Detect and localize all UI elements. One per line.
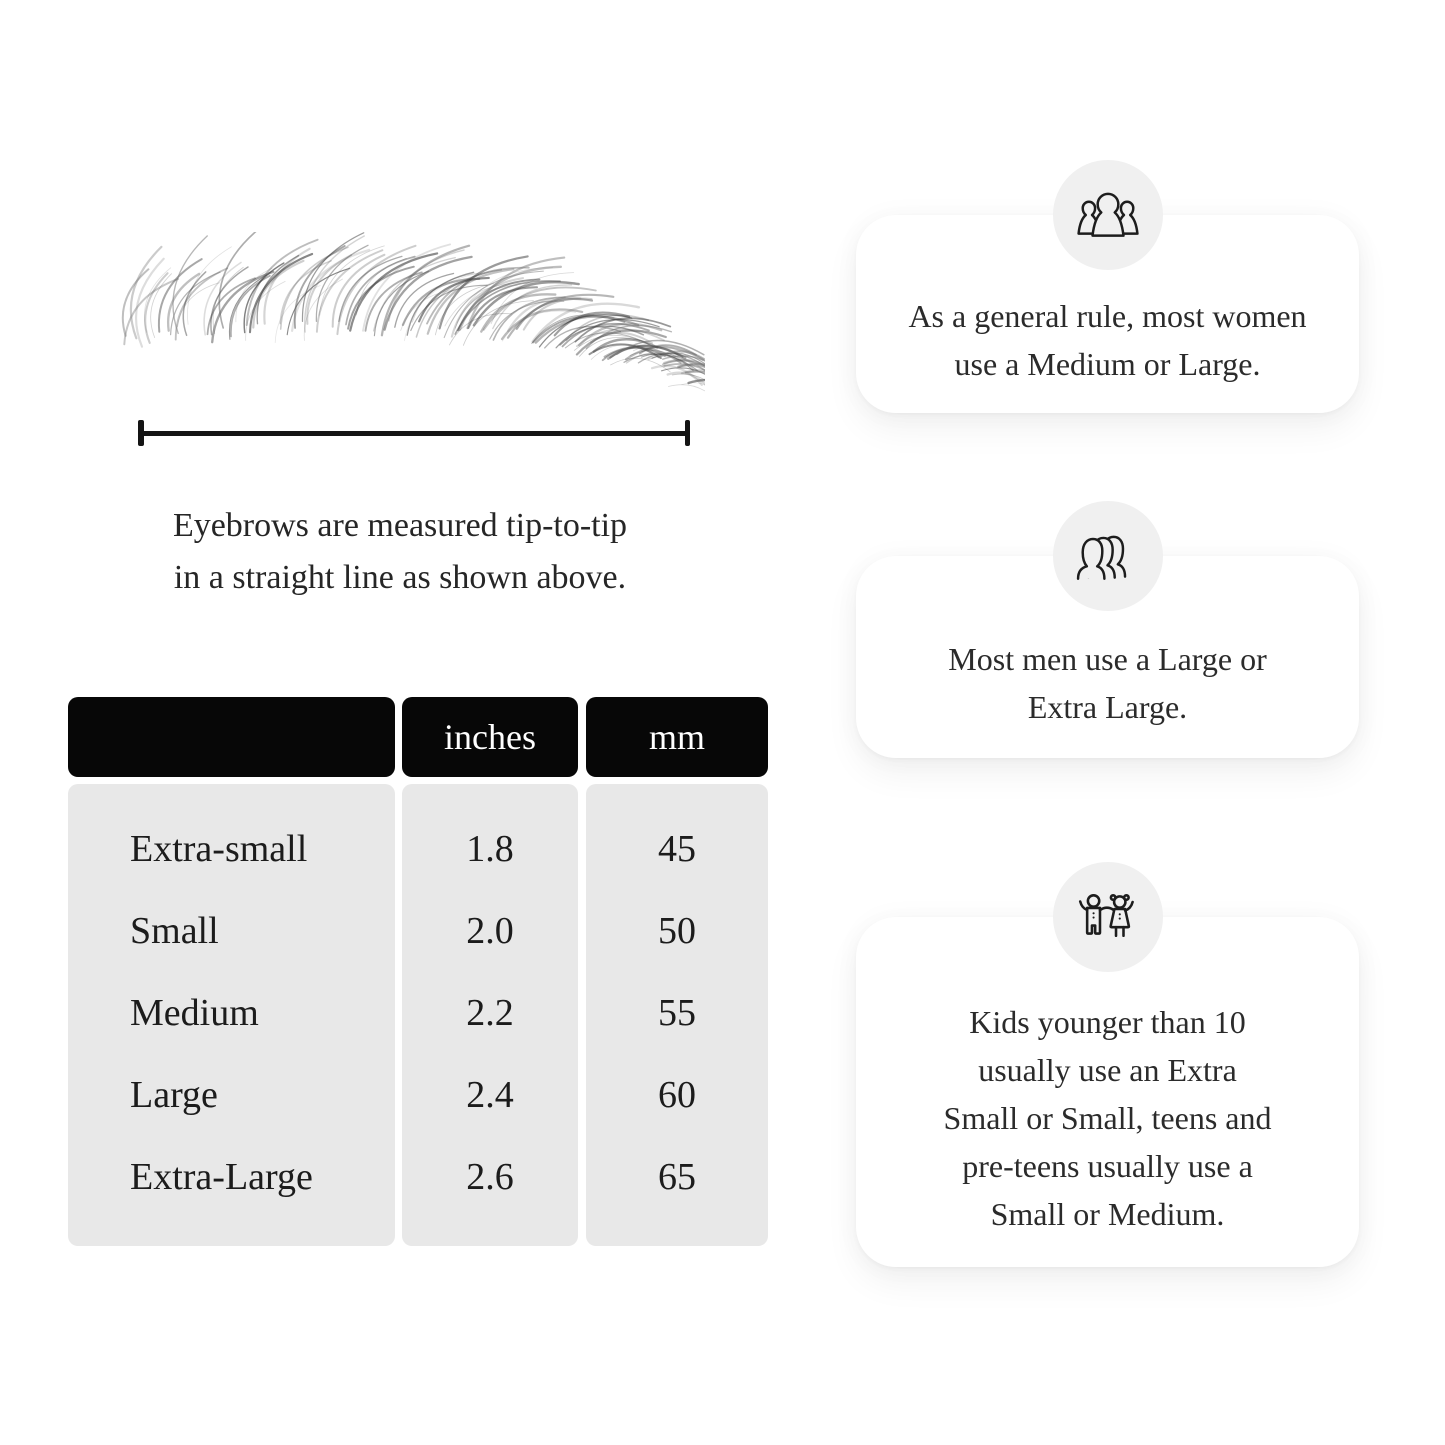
table-cell-inches: 1.8 bbox=[466, 828, 514, 870]
card-text-line: Most men use a Large or bbox=[948, 641, 1267, 677]
table-cell-inches: 2.0 bbox=[466, 910, 514, 952]
card-text-line: Extra Large. bbox=[1027, 689, 1188, 725]
inches-column bbox=[402, 784, 578, 1246]
table-cell-label: Large bbox=[130, 1074, 218, 1116]
card-text bbox=[944, 998, 1272, 1238]
card-text-line: Small or Medium. bbox=[990, 1196, 1225, 1232]
table-cell-mm: 60 bbox=[658, 1074, 696, 1116]
info-card-women bbox=[856, 215, 1359, 413]
table-cell-label: Small bbox=[130, 910, 219, 952]
table-cell-inches: 2.4 bbox=[466, 1074, 514, 1116]
col-header-inches: inches bbox=[402, 697, 578, 777]
table-cell-label: Extra-small bbox=[130, 828, 308, 870]
info-card-men bbox=[856, 556, 1359, 758]
table-cell-mm: 50 bbox=[658, 910, 696, 952]
table-cell-mm: 55 bbox=[658, 992, 696, 1034]
col-header-mm: mm bbox=[586, 697, 768, 777]
measurement-line bbox=[138, 420, 690, 446]
card-text-line: pre-teens usually use a bbox=[962, 1148, 1253, 1184]
mm-column bbox=[586, 784, 768, 1246]
table-cell-label: Medium bbox=[130, 992, 259, 1034]
eyebrow-illustration bbox=[95, 232, 705, 397]
size-table-body bbox=[68, 784, 768, 1246]
card-text-line: usually use an Extra bbox=[978, 1052, 1237, 1088]
size-table bbox=[68, 697, 768, 1246]
men-group-icon bbox=[1053, 501, 1163, 611]
women-group-icon bbox=[1053, 160, 1163, 270]
card-text-line: As a general rule, most women bbox=[908, 298, 1307, 334]
card-text bbox=[908, 292, 1306, 388]
col-header-size bbox=[68, 697, 395, 777]
size-label-column bbox=[68, 784, 395, 1246]
table-cell-mm: 45 bbox=[658, 828, 696, 870]
table-cell-label: Extra-Large bbox=[130, 1156, 313, 1198]
measurement-bar bbox=[138, 431, 690, 436]
caption-line: Eyebrows are measured tip-to-tip bbox=[172, 507, 628, 544]
card-text-line: Small or Small, teens and bbox=[943, 1100, 1272, 1136]
table-cell-inches: 2.6 bbox=[466, 1156, 514, 1198]
caption-line: in a straight line as shown above. bbox=[173, 559, 627, 596]
measurement-caption bbox=[85, 500, 715, 604]
card-text bbox=[948, 635, 1266, 731]
info-card-kids bbox=[856, 917, 1359, 1267]
card-text-line: use a Medium or Large. bbox=[954, 346, 1261, 382]
table-cell-inches: 2.2 bbox=[466, 992, 514, 1034]
measurement-endcap-right bbox=[685, 420, 691, 446]
kids-icon bbox=[1053, 862, 1163, 972]
size-table-header bbox=[68, 697, 768, 777]
card-text-line: Kids younger than 10 bbox=[969, 1004, 1246, 1040]
table-cell-mm: 65 bbox=[658, 1156, 696, 1198]
